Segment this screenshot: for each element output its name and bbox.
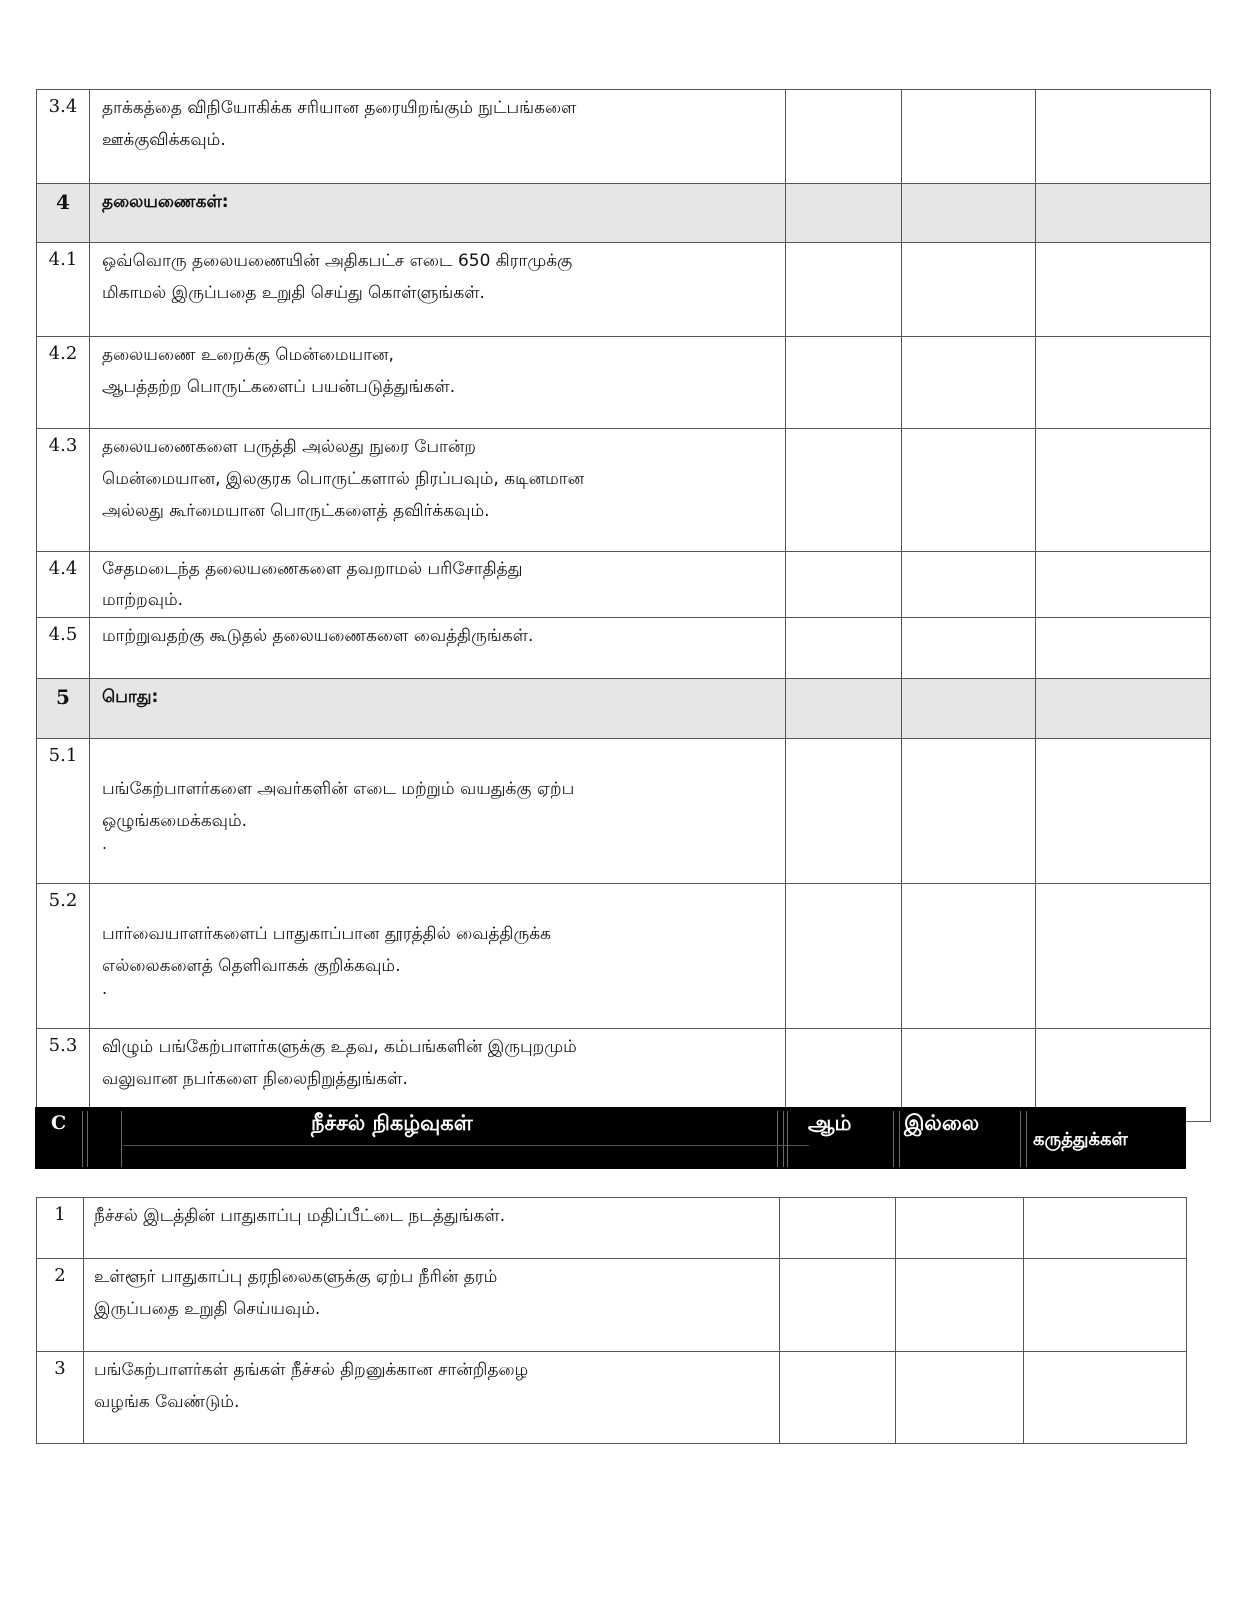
section-title: நீச்சல் நிகழ்வுகள் [311,1111,473,1135]
section-title: தலையணைகள்: [90,184,786,243]
comments-cell[interactable] [1024,1352,1187,1444]
yes-cell [786,184,902,243]
section-c-header [35,1107,1186,1169]
checklist-row [37,552,1211,618]
no-cell[interactable] [902,618,1036,679]
item-text: நீச்சல் இடத்தின் பாதுகாப்பு மதிப்பீட்டை நடத்துங்கள். [84,1198,780,1259]
item-number: 3.4 [37,90,90,184]
no-cell[interactable] [896,1352,1024,1444]
item-number: 4.2 [37,337,90,429]
comments-cell[interactable] [1036,429,1211,552]
header-divider [777,1111,778,1167]
item-number: 4.4 [37,552,90,618]
no-cell[interactable] [902,337,1036,429]
item-number: 2 [37,1259,84,1352]
header-divider [121,1111,122,1167]
item-number: 4.5 [37,618,90,679]
item-number: 5.1 [37,739,90,884]
checklist-row [37,618,1211,679]
item-text: பங்கேற்பாளர்களை அவர்களின் எடை மற்றும் வயதுக்கு ஏற்ப ஒழுங்கமைக்கவும். [102,779,575,831]
yes-cell[interactable] [786,884,902,1029]
comments-cell [1036,679,1211,739]
yes-cell[interactable] [780,1259,896,1352]
checklist-table-pillows-general [36,89,1211,1122]
no-cell [902,184,1036,243]
header-divider [1026,1111,1027,1167]
item-number: 5.2 [37,884,90,1029]
checklist-table-swimming [36,1197,1187,1444]
yes-cell[interactable] [780,1198,896,1259]
no-cell[interactable] [902,429,1036,552]
yes-cell[interactable] [786,739,902,884]
checklist-row [37,337,1211,429]
no-cell[interactable] [896,1259,1024,1352]
item-number: 1 [37,1198,84,1259]
item-text: விழும் பங்கேற்பாளர்களுக்கு உதவ, கம்பங்களின் இருபுறமும் வலுவான நபர்களை நிலைநிறுத்துங்கள். [90,1029,786,1122]
section-number: 4 [37,184,90,243]
yes-cell[interactable] [786,618,902,679]
item-text: உள்ளூர் பாதுகாப்பு தரநிலைகளுக்கு ஏற்ப நீரின் தரம் இருப்பதை உறுதி செய்யவும். [84,1259,780,1352]
item-text: ஒவ்வொரு தலையணையின் அதிகபட்ச எடை 650 கிராமுக்கு மிகாமல் இருப்பதை உறுதி செய்து கொள்ளுங்கள். [90,243,786,337]
section-header-row [37,184,1211,243]
comments-cell[interactable] [1036,884,1211,1029]
item-number: 3 [37,1352,84,1444]
checklist-row [37,90,1211,184]
no-column-header: இல்லை [904,1111,980,1135]
item-text: சேதமடைந்த தலையணைகளை தவறாமல் பரிசோதித்து மாற்றவும். [90,552,786,618]
no-cell[interactable] [896,1198,1024,1259]
checklist-row [37,739,1211,884]
item-text-cell [90,739,786,884]
item-text: தாக்கத்தை விநியோகிக்க சரியான தரையிறங்கும் நுட்பங்களை ஊக்குவிக்கவும். [90,90,786,184]
header-rule [123,1145,809,1146]
comments-cell[interactable] [1036,243,1211,337]
no-cell[interactable] [902,243,1036,337]
item-number: 4.3 [37,429,90,552]
comments-cell[interactable] [1036,90,1211,184]
checklist-row [37,884,1211,1029]
item-text: மாற்றுவதற்கு கூடுதல் தலையணைகளை வைத்திருங்கள். [90,618,786,679]
yes-cell[interactable] [786,337,902,429]
item-text: தலையணைகளை பருத்தி அல்லது நுரை போன்ற மென்மையான, இலகுரக பொருட்களால் நிரப்பவும், கடினமான அல்லது கூர்மையான பொருட்களைத் தவிர்க்கவும். [90,429,786,552]
comments-cell [1036,184,1211,243]
no-cell [902,679,1036,739]
header-divider [1020,1111,1021,1167]
no-cell[interactable] [902,552,1036,618]
checklist-row [37,429,1211,552]
yes-cell[interactable] [780,1352,896,1444]
header-divider [893,1111,894,1167]
item-number: 4.1 [37,243,90,337]
item-text: பங்கேற்பாளர்கள் தங்கள் நீச்சல் திறனுக்கான சான்றிதழை வழங்க வேண்டும். [84,1352,780,1444]
comments-cell[interactable] [1024,1259,1187,1352]
yes-cell[interactable] [786,552,902,618]
item-number: 5.3 [37,1029,90,1122]
checklist-row [37,1352,1187,1444]
checklist-row [37,1259,1187,1352]
checklist-row [37,1198,1187,1259]
no-cell[interactable] [902,884,1036,1029]
section-title: பொது: [90,679,786,739]
trailing-dot: . [102,979,108,998]
yes-cell [786,679,902,739]
yes-cell[interactable] [786,243,902,337]
section-number: 5 [37,679,90,739]
section-letter: C [51,1112,67,1134]
comments-cell[interactable] [1036,618,1211,679]
checklist-row [37,243,1211,337]
header-divider [87,1111,88,1167]
header-divider [787,1111,788,1167]
header-divider [82,1111,83,1167]
item-text: பார்வையாளர்களைப் பாதுகாப்பான தூரத்தில் வைத்திருக்க எல்லைகளைத் தெளிவாகக் குறிக்கவும். [102,924,551,976]
comments-cell[interactable] [1036,337,1211,429]
comments-cell[interactable] [1036,739,1211,884]
trailing-dot: . [102,834,108,853]
header-divider [783,1111,784,1167]
yes-cell[interactable] [786,429,902,552]
no-cell[interactable] [902,90,1036,184]
no-cell[interactable] [902,739,1036,884]
comments-cell[interactable] [1024,1198,1187,1259]
section-header-row [37,679,1211,739]
yes-column-header: ஆம் [808,1111,852,1135]
yes-cell[interactable] [786,90,902,184]
comments-cell[interactable] [1036,552,1211,618]
comments-column-header: கருத்துக்கள் [1033,1129,1128,1150]
item-text: தலையணை உறைக்கு மென்மையான, ஆபத்தற்ற பொருட்களைப் பயன்படுத்துங்கள். [90,337,786,429]
header-divider [899,1111,900,1167]
item-text-cell [90,884,786,1029]
